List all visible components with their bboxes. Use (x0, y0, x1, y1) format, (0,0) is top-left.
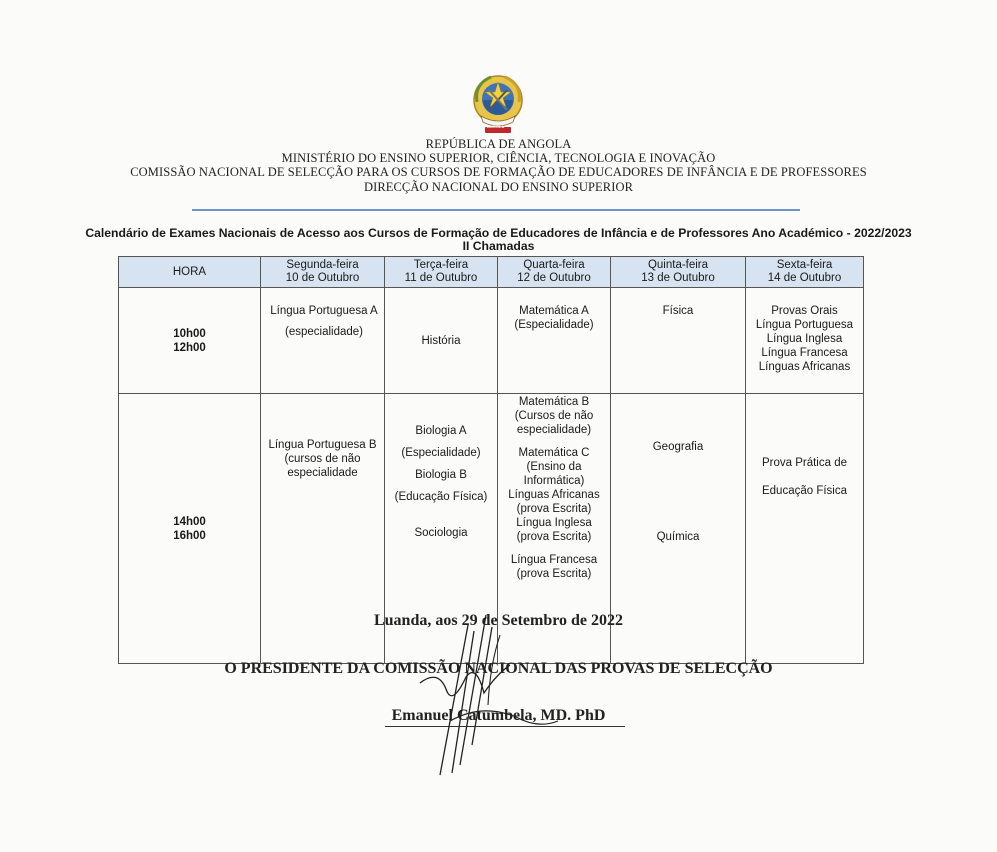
exam-item: (cursos de não (284, 453, 361, 465)
exam-item: (Ensino da (526, 461, 582, 473)
day-name: Terça-feira (413, 259, 469, 271)
exam-item: Física (662, 305, 694, 317)
exam-item: Biologia A (415, 425, 467, 437)
time-start: 10h00 (173, 327, 206, 340)
handwritten-signature-icon (390, 605, 590, 780)
cell-wed-morning (498, 288, 611, 394)
exam-item: Provas Orais (771, 305, 838, 317)
calendar-subtitle: II Chamadas (462, 239, 535, 253)
exam-item: Língua Portuguesa B (268, 439, 377, 451)
day-date: 13 de Outubro (641, 272, 715, 284)
time-end: 12h00 (173, 341, 206, 354)
header-directorate: DIRECÇÃO NACIONAL DO ENSINO SUPERIOR (363, 180, 634, 194)
header-day-tuesday (385, 257, 498, 288)
exam-item: (Especialidade) (514, 319, 594, 331)
cell-mon-morning (261, 288, 385, 394)
exam-item: Matemática B (518, 396, 590, 408)
exam-item: Línguas Africanas (758, 361, 851, 373)
cell-thu-morning (611, 288, 746, 394)
day-date: 12 de Outubro (517, 272, 591, 284)
header-commission: COMISSÃO NACIONAL DE SELECÇÃO PARA OS CURSOS DE FORMAÇÃO DE EDUCADORES DE INFÂNCIA E DE PROFESSORES (130, 165, 867, 179)
president-title: O PRESIDENTE DA COMISSÃO NACIONAL DAS PROVAS DE SELECÇÃO (224, 660, 773, 677)
exam-item: Língua Portuguesa A (270, 305, 378, 317)
exam-item: Língua Inglesa (766, 333, 843, 345)
header-divider (192, 209, 800, 211)
day-name: Quinta-feira (647, 259, 709, 271)
day-name: Sexta-feira (776, 259, 833, 271)
header-day-friday (746, 257, 864, 288)
exam-item: Matemática A (519, 305, 589, 317)
place-date: Luanda, aos 29 de Setembro de 2022 (373, 612, 624, 629)
header-day-monday (261, 257, 385, 288)
exam-item: Biologia B (415, 469, 467, 481)
header-republic: REPÚBLICA DE ANGOLA (425, 137, 572, 151)
exam-item: (especialidade) (285, 326, 363, 338)
exam-item: (Cursos de não (514, 410, 594, 422)
exam-item: Educação Física (761, 485, 847, 497)
exam-item: Prova Prática de (761, 457, 847, 469)
exam-item: (Educação Física) (394, 491, 488, 503)
exam-item: Língua Inglesa (516, 517, 592, 529)
day-name: Segunda-feira (286, 259, 359, 271)
exam-item: (prova Escrita) (516, 503, 592, 515)
signer-name: Emanuel Catumbela, MD. PhD (391, 707, 606, 724)
header-hora: HORA (119, 257, 261, 288)
exam-item: Língua Portuguesa (755, 319, 854, 331)
exam-schedule-table (118, 256, 864, 664)
exam-item: Geografia (652, 441, 704, 453)
emblem-label: ANGOLA (487, 124, 505, 129)
calendar-title: Calendário de Exames Nacionais de Acesso aos Cursos de Formação de Educadores de Infância e de Professores Ano Académico - 2022/2023 (85, 226, 912, 240)
exam-item: especialidade) (516, 424, 592, 436)
exam-item: Sociologia (414, 527, 468, 539)
day-date: 11 de Outubro (404, 272, 478, 284)
header-day-wednesday (498, 257, 611, 288)
exam-item: Matemática C (518, 447, 590, 459)
exam-item: Língua Francesa (510, 554, 598, 566)
exam-item: História (421, 334, 461, 347)
exam-item: Línguas Africanas (508, 489, 600, 501)
day-date: 14 de Outubro (767, 272, 842, 284)
cell-tue-morning (385, 288, 498, 394)
exam-item: especialidade (287, 467, 358, 479)
exam-item: (prova Escrita) (516, 568, 592, 580)
cell-fri-morning (746, 288, 864, 394)
table-header-row (119, 257, 864, 288)
day-name: Quarta-feira (523, 259, 585, 271)
time-cell-morning (119, 288, 261, 394)
header-day-thursday (611, 257, 746, 288)
time-start: 14h00 (173, 515, 206, 528)
day-date: 10 de Outubro (285, 272, 360, 284)
time-end: 16h00 (173, 529, 206, 542)
exam-item: (Especialidade) (401, 447, 481, 459)
header-ministry: MINISTÉRIO DO ENSINO SUPERIOR, CIÊNCIA, TECNOLOGIA E INOVAÇÃO (281, 151, 716, 165)
exam-item: (prova Escrita) (516, 531, 592, 543)
exam-item: Língua Francesa (761, 347, 848, 359)
table-row-morning (119, 288, 864, 394)
exam-item: Química (656, 531, 700, 543)
exam-item: Informática) (523, 475, 585, 487)
